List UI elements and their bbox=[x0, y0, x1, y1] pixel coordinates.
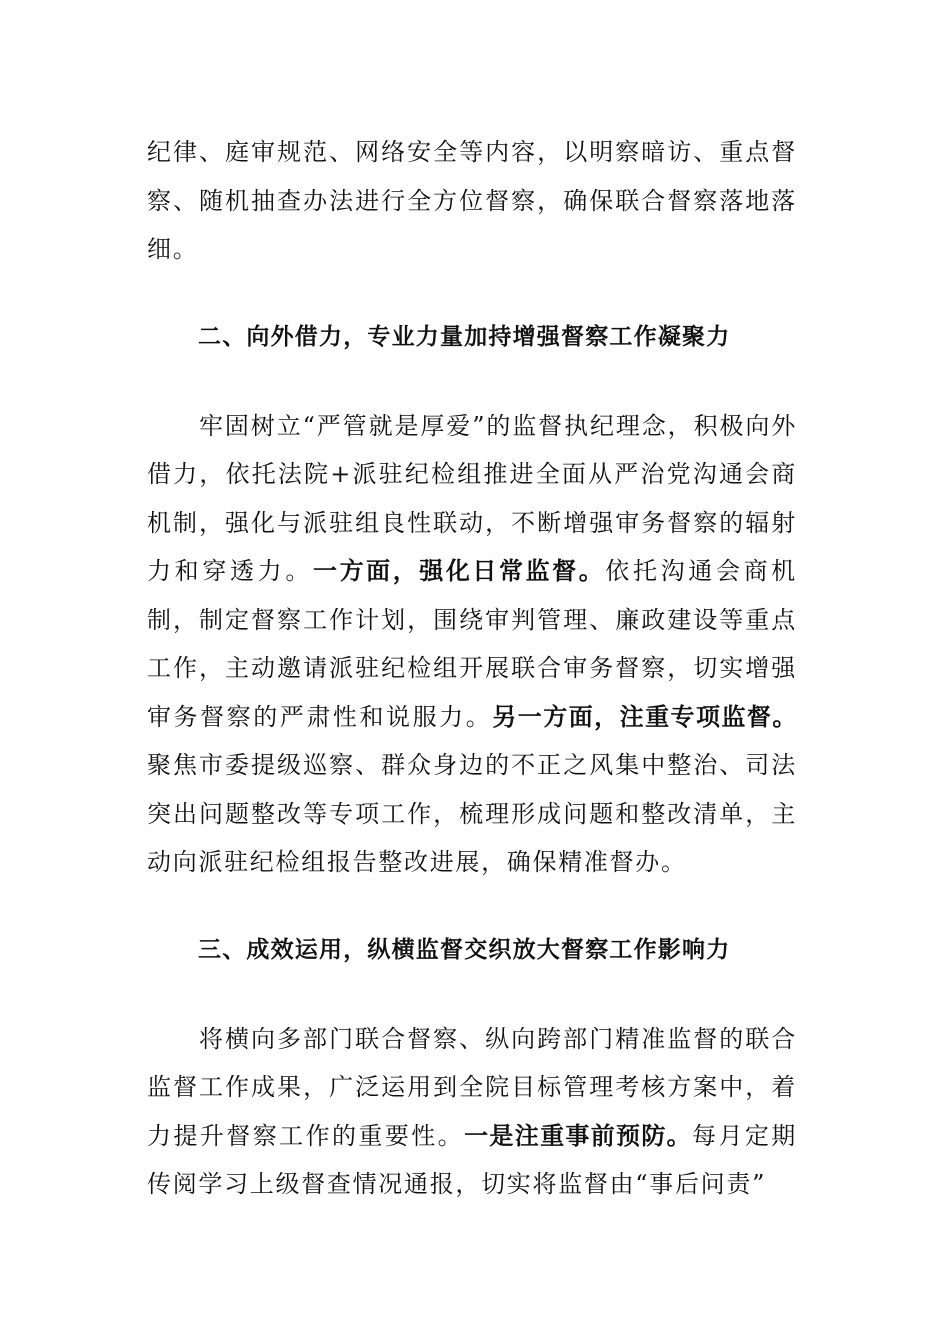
document-body bbox=[147, 128, 797, 1209]
paragraph-3-text-2: 每月定期传阅学习上级督查情况通报，切实将监督由“事后问责” bbox=[147, 1121, 797, 1198]
section-heading-2: 二、向外借力，专业力量加持增强督察工作凝聚力 bbox=[198, 323, 731, 350]
paragraph-2-text-2: 依托沟通会商机制，制定督察工作计划，围绕审判管理、廉政建设等重点工作，主动邀请派驻纪检组开展联合审务督察，切实增强审务督察的严肃性和说服力。 bbox=[147, 557, 797, 731]
section-heading-3: 三、成效运用，纵横监督交织放大督察工作影响力 bbox=[198, 936, 731, 963]
paragraph-2-bold-2: 另一方面，注重专项监督。 bbox=[492, 702, 797, 731]
paragraph-3-text-1: 将横向多部门联合督察、纵向跨部门精准监督的联合监督工作成果，广泛运用到全院目标管理考核方案中，着力提升督察工作的重要性。 bbox=[147, 1024, 797, 1150]
paragraph-3-bold-1: 一是注重事前预防。 bbox=[464, 1121, 693, 1150]
paragraph-2-text-1: 牢固树立“严管就是厚爱”的监督执纪理念，积极向外借力，依托法院+派驻纪检组推进全面从严治党沟通会商机制，强化与派驻组良性联动，不断增强审务督察的辐射力和穿透力。 bbox=[147, 411, 797, 585]
paragraph-3 bbox=[147, 1015, 797, 1209]
paragraph-2 bbox=[147, 402, 797, 887]
paragraph-1: 纪律、庭审规范、网络安全等内容，以明察暗访、重点督察、随机抽查办法进行全方位督察，确保联合督察落地落细。 bbox=[147, 138, 797, 263]
paragraph-2-bold-1: 一方面，强化日常监督。 bbox=[313, 557, 606, 585]
paragraph-2-text-3: 聚焦市委提级巡察、群众身边的不正之风集中整治、司法突出问题整改等专项工作，梳理形成问题和整改清单，主动向派驻纪检组报告整改进展，确保精准督办。 bbox=[147, 751, 797, 876]
